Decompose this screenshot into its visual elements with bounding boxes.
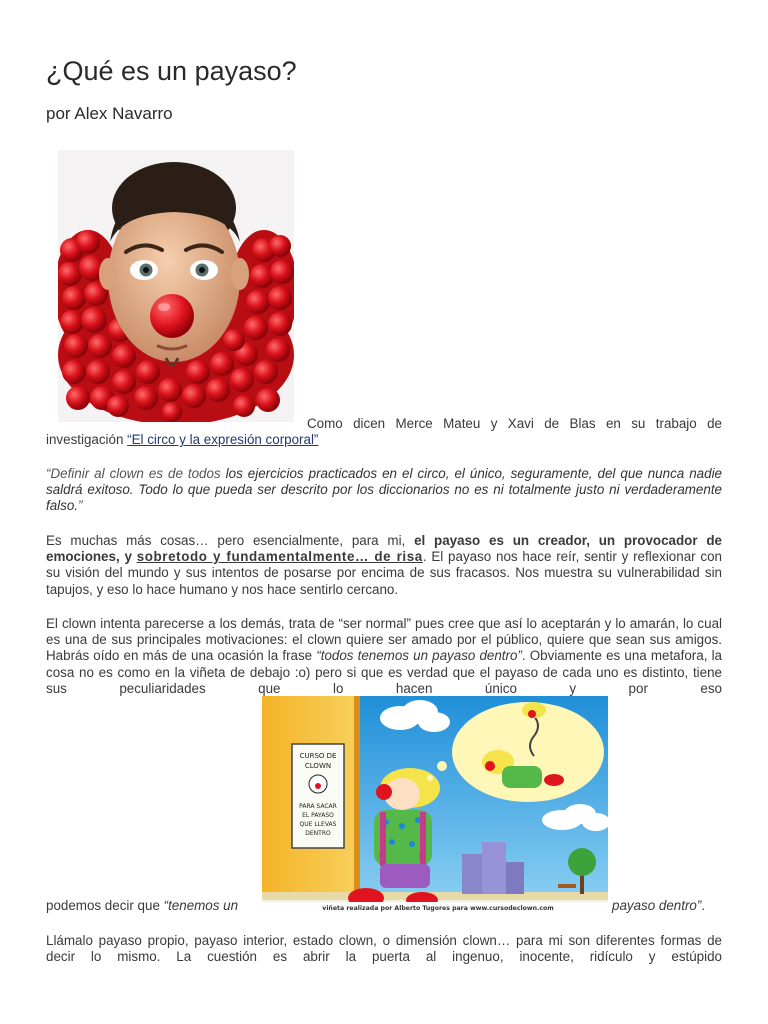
quote-start: “Definir al clown es de todos bbox=[46, 466, 226, 481]
quote-body: los ejercicios practicados en el circo, el único, seguramente, del que nunca nadie saldrá exitoso. Todo lo que pueda ser descrito por los diccionarios no es ni totalmente justo ni verdaderamente falso. bbox=[46, 466, 722, 514]
payaso-creador-paragraph bbox=[46, 533, 722, 598]
clown-normal-paragraph bbox=[46, 616, 722, 697]
cartoon-caption-line bbox=[46, 898, 722, 916]
para2-bold: el payaso es un creador, un provocador de emociones, y bbox=[46, 533, 722, 565]
sign-line-2: CLOWN bbox=[304, 762, 332, 770]
sign-line-3: PARA SACAR bbox=[299, 803, 337, 810]
circo-expresion-link[interactable]: “El circo y la expresión corporal” bbox=[127, 432, 319, 448]
sign-line-4: EL PAYASO bbox=[302, 812, 334, 819]
caption-quote-end: payaso dentro” bbox=[612, 898, 702, 913]
clown-portrait-photo bbox=[58, 150, 294, 422]
byline: por Alex Navarro bbox=[46, 104, 173, 123]
para2-underlined: sobretodo y fundamentalmente… de risa bbox=[136, 549, 423, 565]
sign-line-5: QUE LLEVAS bbox=[299, 821, 337, 828]
caption-period: . bbox=[701, 898, 706, 913]
cartoon-sign bbox=[292, 744, 344, 848]
para2-rest: . El payaso nos hace reír, sentir y reflexionar con su visión del mundo y sus intentos de posarse por encima de sus fracasos. Nos muestra su vulnerabilidad sin tapujos, y eso lo hace humano y nos hace sentirlo cercano. bbox=[46, 549, 722, 597]
sign-line-1: CURSO DE bbox=[299, 752, 337, 760]
caption-quote-start: “tenemos un bbox=[163, 898, 239, 913]
para2-lead: Es muchas más cosas… pero esencialmente, para mi, bbox=[46, 533, 415, 548]
cartoon-image bbox=[262, 696, 608, 912]
cartoon-credit: viñeta realizada por Alberto Tugores para www.cursodeclown.com bbox=[322, 905, 554, 912]
page-title: ¿Qué es un payaso? bbox=[46, 56, 297, 86]
quote-close: ” bbox=[78, 498, 83, 514]
caption-lead-wrap bbox=[46, 898, 238, 913]
para3-lead: El clown intenta parecerse a los demás, trata de “ser normal” pues cree que así lo aceptarán y lo amarán, lo cual es una de sus principales motivaciones: el clown quiere ser amado por el público, quiere que sean sus amigos. Habrás oído en más de una ocasión la frase bbox=[46, 616, 722, 664]
clown-course-cartoon bbox=[262, 696, 608, 912]
caption-end-wrap bbox=[612, 898, 705, 913]
intro-paragraph bbox=[46, 416, 722, 448]
sign-line-6: DENTRO bbox=[305, 830, 331, 837]
clown-definition-quote bbox=[46, 466, 722, 515]
llamalo-paragraph: Llámalo payaso propio, payaso interior, estado clown, o dimensión clown… para mi son diferentes formas de decir lo mismo. La cuestión es abrir la puerta al ingenuo, inocente, ridículo y estúpido bbox=[46, 933, 722, 965]
clown-portrait-image bbox=[58, 150, 294, 422]
para3-quote: “todos tenemos un payaso dentro” bbox=[316, 648, 522, 664]
intro-text: Como dicen Merce Mateu y Xavi de Blas en su trabajo de investigación bbox=[46, 416, 722, 448]
caption-lead: podemos decir que bbox=[46, 898, 164, 913]
para3-rest: . Obviamente es una metafora, la cosa no es como en la viñeta de debajo :o) pero si que es verdad que el payaso de cada uno es distinto, tiene sus peculiaridades que lo hacen único y por eso bbox=[46, 648, 722, 696]
